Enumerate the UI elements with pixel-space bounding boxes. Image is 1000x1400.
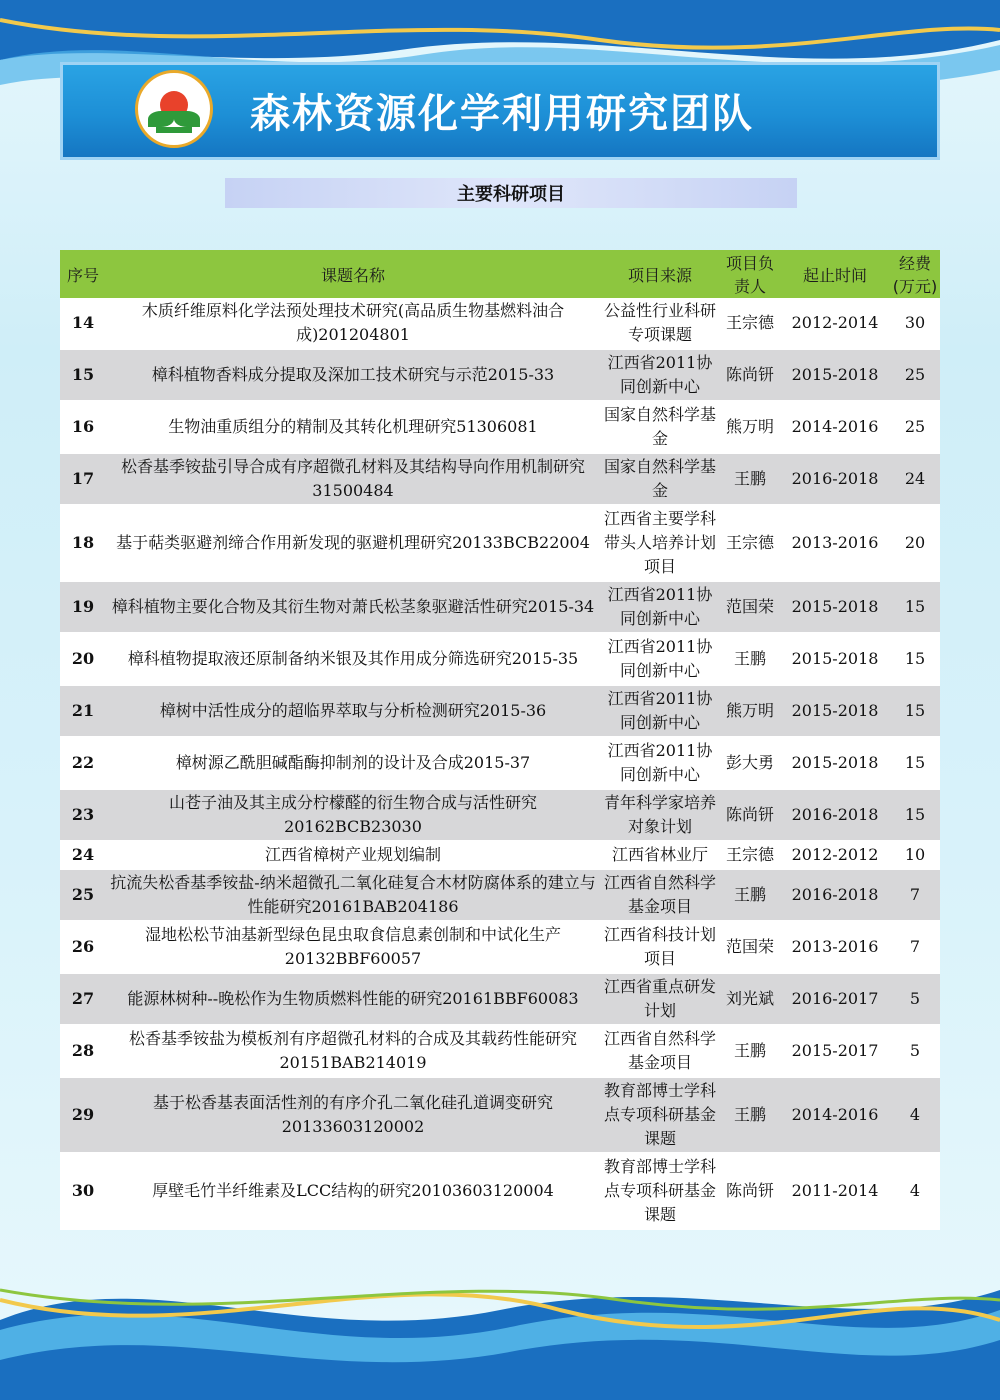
cell-title: 樟科植物主要化合物及其衍生物对萧氏松茎象驱避活性研究2015-34 [106,581,600,633]
cell-funding: 15 [890,633,940,685]
cell-period: 2014-2016 [780,401,890,453]
cell-funding: 24 [890,453,940,505]
logo-leaf-right [174,111,200,127]
cell-num: 22 [60,737,106,789]
cell-period: 2015-2018 [780,737,890,789]
cell-num: 24 [60,841,106,869]
logo-leaf-left [148,111,174,127]
cell-num: 25 [60,869,106,921]
table-row [60,841,940,869]
section-title: 主要科研项目 [457,184,565,205]
cell-funding: 15 [890,737,940,789]
cell-leader: 熊万明 [720,401,780,453]
cell-source: 江西省林业厅 [600,841,720,869]
cell-source: 教育部博士学科点专项科研基金课题 [600,1153,720,1229]
column-header-number: 序号 [60,250,106,298]
cell-period: 2013-2016 [780,505,890,581]
table-row [60,737,940,789]
table-row [60,869,940,921]
cell-leader: 王宗德 [720,505,780,581]
cell-num: 19 [60,581,106,633]
table-row [60,298,940,349]
cell-source: 江西省自然科学基金项目 [600,869,720,921]
cell-funding: 7 [890,869,940,921]
table-row [60,921,940,973]
cell-num: 17 [60,453,106,505]
cell-num: 14 [60,298,106,349]
cell-num: 21 [60,685,106,737]
table-row [60,1153,940,1229]
table-row [60,973,940,1025]
cell-source: 教育部博士学科点专项科研基金课题 [600,1077,720,1153]
cell-num: 30 [60,1153,106,1229]
table-row [60,1077,940,1153]
cell-leader: 陈尚钘 [720,349,780,401]
cell-title: 厚壁毛竹半纤维素及LCC结构的研究20103603120004 [106,1153,600,1229]
cell-title: 基于松香基表面活性剂的有序介孔二氧化硅孔道调变研究20133603120002 [106,1077,600,1153]
cell-num: 26 [60,921,106,973]
column-header-period: 起止时间 [780,250,890,298]
table-row [60,581,940,633]
cell-period: 2016-2018 [780,453,890,505]
table-row [60,505,940,581]
cell-funding: 4 [890,1153,940,1229]
cell-period: 2012-2012 [780,841,890,869]
cell-funding: 15 [890,685,940,737]
cell-source: 江西省2011协同创新中心 [600,633,720,685]
cell-title: 松香基季铵盐为模板剂有序超微孔材料的合成及其载药性能研究20151BAB214019 [106,1025,600,1077]
cell-leader: 刘光斌 [720,973,780,1025]
cell-title: 木质纤维原料化学法预处理技术研究(高品质生物基燃料油合成)201204801 [106,298,600,349]
cell-source: 江西省自然科学基金项目 [600,1025,720,1077]
cell-period: 2013-2016 [780,921,890,973]
cell-title: 樟树源乙酰胆碱酯酶抑制剂的设计及合成2015-37 [106,737,600,789]
cell-funding: 5 [890,973,940,1025]
cell-title: 松香基季铵盐引导合成有序超微孔材料及其结构导向作用机制研究31500484 [106,453,600,505]
cell-funding: 15 [890,789,940,841]
cell-leader: 彭大勇 [720,737,780,789]
cell-source: 江西省科技计划项目 [600,921,720,973]
cell-title: 抗流失松香基季铵盐-纳米超微孔二氧化硅复合木材防腐体系的建立与性能研究20161BAB204186 [106,869,600,921]
cell-period: 2012-2014 [780,298,890,349]
cell-period: 2014-2016 [780,1077,890,1153]
cell-period: 2015-2017 [780,1025,890,1077]
cell-leader: 王鹏 [720,453,780,505]
cell-title: 樟科植物提取液还原制备纳米银及其作用成分筛选研究2015-35 [106,633,600,685]
cell-title: 能源林树种--晚松作为生物质燃料性能的研究20161BBF60083 [106,973,600,1025]
table-row [60,633,940,685]
cell-num: 18 [60,505,106,581]
table-row [60,453,940,505]
cell-period: 2016-2018 [780,789,890,841]
cell-source: 青年科学家培养对象计划 [600,789,720,841]
cell-num: 15 [60,349,106,401]
table-row [60,685,940,737]
cell-leader: 王鹏 [720,633,780,685]
column-header-funding: 经费(万元) [890,250,940,298]
cell-source: 公益性行业科研专项课题 [600,298,720,349]
cell-leader: 王宗德 [720,298,780,349]
cell-num: 27 [60,973,106,1025]
cell-period: 2016-2017 [780,973,890,1025]
cell-period: 2015-2018 [780,685,890,737]
cell-leader: 范国荣 [720,921,780,973]
cell-num: 16 [60,401,106,453]
projects-table [60,250,940,1230]
cell-leader: 王鹏 [720,1077,780,1153]
cell-num: 23 [60,789,106,841]
cell-period: 2015-2018 [780,349,890,401]
cell-funding: 30 [890,298,940,349]
table-row [60,401,940,453]
cell-period: 2015-2018 [780,633,890,685]
cell-title: 江西省樟树产业规划编制 [106,841,600,869]
cell-funding: 5 [890,1025,940,1077]
cell-source: 江西省2011协同创新中心 [600,349,720,401]
cell-period: 2016-2018 [780,869,890,921]
cell-title: 樟科植物香料成分提取及深加工技术研究与示范2015-33 [106,349,600,401]
cell-funding: 7 [890,921,940,973]
column-header-source: 项目来源 [600,250,720,298]
cell-title: 樟树中活性成分的超临界萃取与分析检测研究2015-36 [106,685,600,737]
cell-title: 湿地松松节油基新型绿色昆虫取食信息素创制和中试化生产20132BBF60057 [106,921,600,973]
cell-leader: 熊万明 [720,685,780,737]
cell-leader: 陈尚钘 [720,789,780,841]
cell-title: 山苍子油及其主成分柠檬醛的衍生物合成与活性研究20162BCB23030 [106,789,600,841]
column-header-leader: 项目负责人 [720,250,780,298]
cell-title: 基于萜类驱避剂缔合作用新发现的驱避机理研究20133BCB22004 [106,505,600,581]
cell-leader: 范国荣 [720,581,780,633]
cell-source: 江西省主要学科带头人培养计划项目 [600,505,720,581]
cell-source: 江西省2011协同创新中心 [600,685,720,737]
cell-funding: 10 [890,841,940,869]
cell-source: 江西省重点研发计划 [600,973,720,1025]
logo-base-shape [156,127,192,133]
table-row [60,349,940,401]
page-title: 森林资源化学利用研究团队 [250,91,754,137]
cell-funding: 20 [890,505,940,581]
table-row [60,1025,940,1077]
university-logo-icon [135,70,213,148]
cell-funding: 15 [890,581,940,633]
cell-num: 20 [60,633,106,685]
cell-funding: 25 [890,401,940,453]
cell-leader: 王鹏 [720,1025,780,1077]
cell-source: 江西省2011协同创新中心 [600,581,720,633]
cell-num: 29 [60,1077,106,1153]
cell-funding: 4 [890,1077,940,1153]
cell-leader: 王鹏 [720,869,780,921]
cell-num: 28 [60,1025,106,1077]
cell-period: 2011-2014 [780,1153,890,1229]
cell-leader: 陈尚钘 [720,1153,780,1229]
cell-source: 国家自然科学基金 [600,401,720,453]
cell-source: 国家自然科学基金 [600,453,720,505]
cell-source: 江西省2011协同创新中心 [600,737,720,789]
cell-title: 生物油重质组分的精制及其转化机理研究51306081 [106,401,600,453]
table-header-row [60,250,940,298]
cell-period: 2015-2018 [780,581,890,633]
cell-funding: 25 [890,349,940,401]
column-header-title: 课题名称 [106,250,600,298]
cell-leader: 王宗德 [720,841,780,869]
table-row [60,789,940,841]
bottom-wave-decoration [0,1200,1000,1400]
